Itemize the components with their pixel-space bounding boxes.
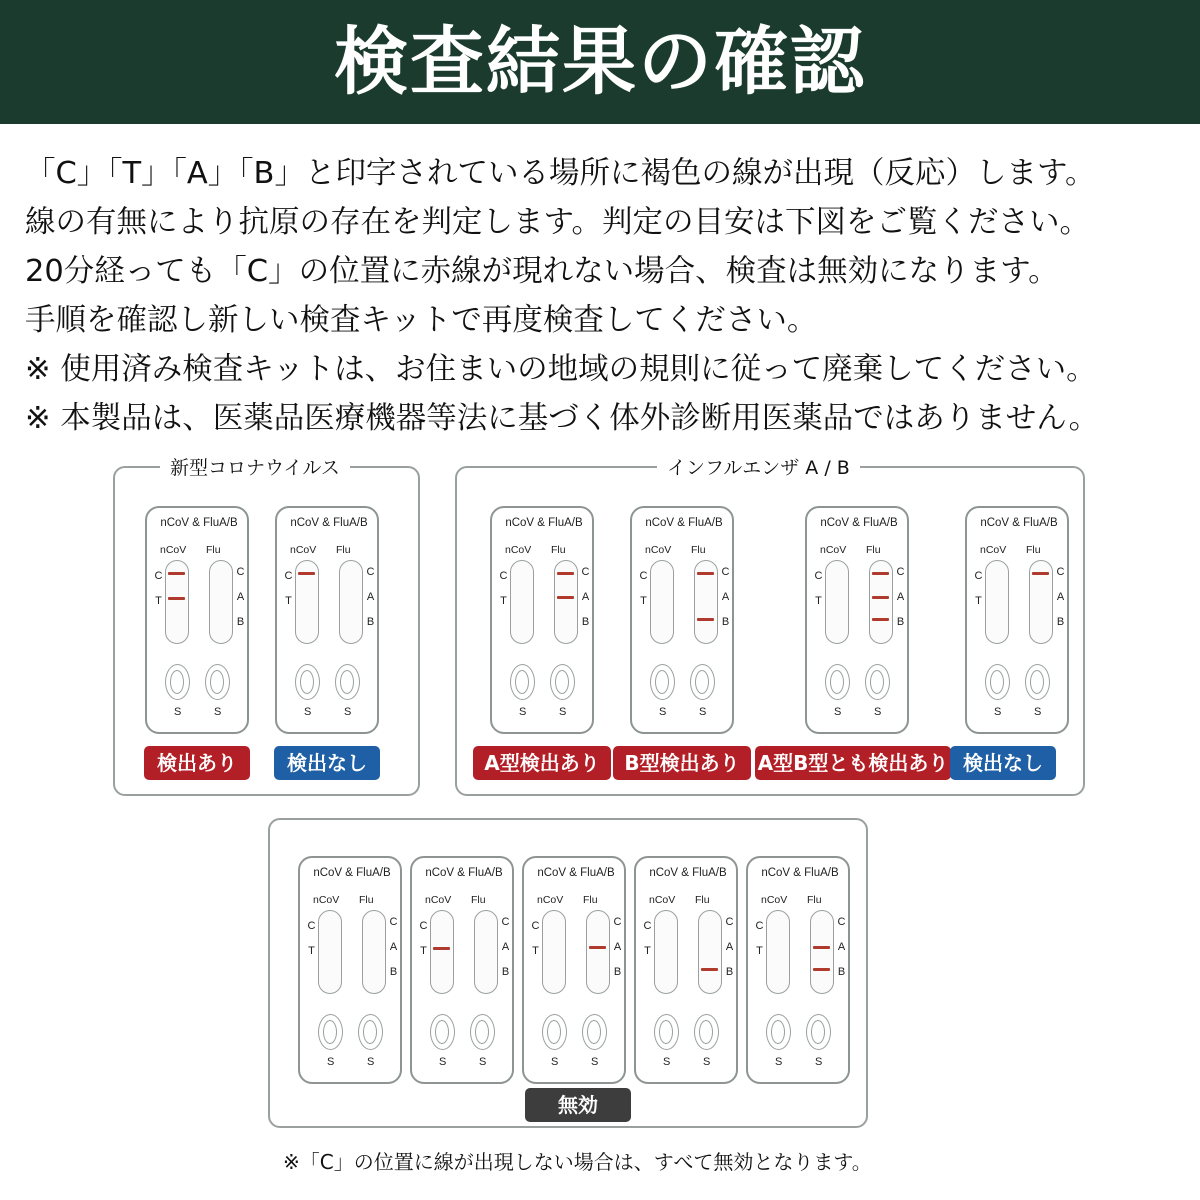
line-t-ncov	[433, 947, 450, 950]
line-b-flu	[872, 618, 889, 621]
window-label-flu: Flu	[359, 894, 374, 906]
line-a-flu	[557, 596, 574, 599]
window-label-flu: Flu	[695, 894, 710, 906]
cassette-covid-negative	[275, 506, 379, 734]
letters-ct: C T	[531, 920, 540, 957]
result-window-ncov	[510, 560, 534, 644]
sample-well-2-inner	[695, 670, 709, 694]
sample-well-1-inner	[515, 670, 529, 694]
window-label-flu: Flu	[691, 544, 706, 556]
cassette-invalid-5	[746, 856, 850, 1084]
letters-cab: C A B	[837, 916, 846, 978]
panel-flu-label: インフルエンザ A / B	[657, 453, 860, 480]
letters-cab: C A B	[721, 566, 730, 628]
badge-flu-a-positive: A型検出あり	[473, 746, 611, 780]
cassette-invalid-4	[634, 856, 738, 1084]
badge-flu-b-positive: B型検出あり	[613, 746, 751, 780]
result-window-ncov	[542, 910, 566, 994]
cassette-invalid-3	[522, 856, 626, 1084]
sample-well-1-inner	[990, 670, 1004, 694]
sample-label-1: S	[519, 706, 527, 718]
window-label-ncov: nCoV	[425, 894, 452, 906]
result-window-flu	[810, 910, 834, 994]
result-window-flu	[586, 910, 610, 994]
window-label-ncov: nCoV	[649, 894, 676, 906]
sample-well-1-inner	[655, 670, 669, 694]
panel-covid-label: 新型コロナウイルス	[160, 453, 350, 480]
result-window-flu	[362, 910, 386, 994]
letters-cab: C A B	[501, 916, 510, 978]
sample-label-2: S	[479, 1056, 487, 1068]
result-window-ncov	[650, 560, 674, 644]
sample-well-1-inner	[830, 670, 844, 694]
result-window-ncov	[766, 910, 790, 994]
line-t-ncov	[168, 597, 185, 600]
intro-line-5: ※ 使用済み検査キットは、お住まいの地域の規則に従って廃棄してください。	[25, 352, 1097, 387]
sample-well-2-inner	[811, 1020, 825, 1044]
badge-covid-positive: 検出あり	[144, 746, 250, 780]
sample-label-1: S	[439, 1056, 447, 1068]
letters-ct: C T	[755, 920, 764, 957]
letters-ct: C T	[284, 570, 293, 607]
letters-ct: C T	[419, 920, 428, 957]
line-c-ncov	[298, 572, 315, 575]
cassette-title: nCoV & FluA/B	[505, 517, 583, 529]
result-window-ncov	[825, 560, 849, 644]
intro-line-2: 線の有無により抗原の存在を判定します。判定の目安は下図をご覧ください。	[25, 205, 1091, 240]
result-window-flu	[698, 910, 722, 994]
line-c-flu	[1032, 572, 1049, 575]
sample-well-2-inner	[870, 670, 884, 694]
sample-label-1: S	[304, 706, 312, 718]
letters-cab: C A B	[366, 566, 375, 628]
sample-well-2-inner	[340, 670, 354, 694]
line-b-flu	[701, 968, 718, 971]
letters-cab: C A B	[581, 566, 590, 628]
sample-label-2: S	[703, 1056, 711, 1068]
sample-well-2-inner	[587, 1020, 601, 1044]
badge-flu-negative: 検出なし	[950, 746, 1056, 780]
sample-well-1-inner	[659, 1020, 673, 1044]
window-label-flu: Flu	[336, 544, 351, 556]
window-label-flu: Flu	[551, 544, 566, 556]
window-label-ncov: nCoV	[645, 544, 672, 556]
page-header	[0, 0, 1200, 124]
line-c-flu	[557, 572, 574, 575]
letters-ct: C T	[154, 570, 163, 607]
letters-ct: C T	[974, 570, 983, 607]
result-window-flu	[474, 910, 498, 994]
window-label-ncov: nCoV	[290, 544, 317, 556]
sample-label-2: S	[591, 1056, 599, 1068]
sample-well-1-inner	[771, 1020, 785, 1044]
sample-well-1-inner	[300, 670, 314, 694]
sample-label-2: S	[815, 1056, 823, 1068]
intro-line-3: 20分経っても「C」の位置に赤線が現れない場合、検査は無効になります。	[25, 254, 1059, 289]
line-a-flu	[589, 946, 606, 949]
sample-well-2-inner	[475, 1020, 489, 1044]
sample-well-2-inner	[363, 1020, 377, 1044]
cassette-flu-b-positive	[630, 506, 734, 734]
sample-well-2-inner	[210, 670, 224, 694]
letters-cab: C A B	[613, 916, 622, 978]
badge-invalid: 無効	[525, 1088, 631, 1122]
cassette-title: nCoV & FluA/B	[313, 867, 391, 879]
line-b-flu	[813, 968, 830, 971]
cassette-flu-ab-positive	[805, 506, 909, 734]
sample-label-2: S	[1034, 706, 1042, 718]
letters-ct: C T	[643, 920, 652, 957]
letters-ct: C T	[307, 920, 316, 957]
result-window-ncov	[985, 560, 1009, 644]
cassette-title: nCoV & FluA/B	[160, 517, 238, 529]
cassette-title: nCoV & FluA/B	[980, 517, 1058, 529]
sample-label-1: S	[663, 1056, 671, 1068]
result-window-ncov	[318, 910, 342, 994]
sample-label-2: S	[367, 1056, 375, 1068]
sample-well-1-inner	[323, 1020, 337, 1044]
result-window-flu	[209, 560, 233, 644]
window-label-ncov: nCoV	[313, 894, 340, 906]
sample-well-2-inner	[555, 670, 569, 694]
cassette-invalid-1	[298, 856, 402, 1084]
page-title: 検査結果の確認	[334, 19, 866, 105]
badge-flu-ab-positive: A型B型とも検出あり	[755, 746, 951, 780]
result-window-ncov	[430, 910, 454, 994]
sample-label-1: S	[327, 1056, 335, 1068]
cassette-flu-negative	[965, 506, 1069, 734]
window-label-ncov: nCoV	[980, 544, 1007, 556]
window-label-ncov: nCoV	[537, 894, 564, 906]
window-label-ncov: nCoV	[505, 544, 532, 556]
window-label-flu: Flu	[471, 894, 486, 906]
sample-well-1-inner	[170, 670, 184, 694]
window-label-flu: Flu	[206, 544, 221, 556]
window-label-flu: Flu	[807, 894, 822, 906]
cassette-title: nCoV & FluA/B	[761, 867, 839, 879]
cassette-title: nCoV & FluA/B	[649, 867, 727, 879]
letters-ct: C T	[499, 570, 508, 607]
invalid-note: ※「C」の位置に線が出現しない場合は、すべて無効となります。	[283, 1150, 872, 1174]
intro-line-6: ※ 本製品は、医薬品医療機器等法に基づく体外診断用医薬品ではありません。	[25, 401, 1100, 436]
line-c-ncov	[168, 572, 185, 575]
cassette-title: nCoV & FluA/B	[425, 867, 503, 879]
line-a-flu	[813, 946, 830, 949]
intro-line-1: 「C」「T」「A」「B」と印字されている場所に褐色の線が出現（反応）します。	[25, 156, 1096, 191]
cassette-invalid-2	[410, 856, 514, 1084]
cassette-title: nCoV & FluA/B	[537, 867, 615, 879]
window-label-flu: Flu	[866, 544, 881, 556]
cassette-title: nCoV & FluA/B	[645, 517, 723, 529]
cassette-covid-positive	[145, 506, 249, 734]
letters-cab: C A B	[896, 566, 905, 628]
sample-label-1: S	[994, 706, 1002, 718]
sample-label-1: S	[551, 1056, 559, 1068]
line-c-flu	[697, 572, 714, 575]
sample-label-1: S	[659, 706, 667, 718]
sample-label-2: S	[344, 706, 352, 718]
letters-ct: C T	[814, 570, 823, 607]
sample-well-2-inner	[699, 1020, 713, 1044]
intro-line-4: 手順を確認し新しい検査キットで再度検査してください。	[25, 303, 818, 338]
sample-label-1: S	[174, 706, 182, 718]
cassette-flu-a-positive	[490, 506, 594, 734]
sample-well-1-inner	[435, 1020, 449, 1044]
letters-ct: C T	[639, 570, 648, 607]
window-label-ncov: nCoV	[160, 544, 187, 556]
sample-label-2: S	[214, 706, 222, 718]
letters-cab: C A B	[1056, 566, 1065, 628]
window-label-ncov: nCoV	[820, 544, 847, 556]
result-window-ncov	[654, 910, 678, 994]
sample-label-2: S	[699, 706, 707, 718]
window-label-flu: Flu	[1026, 544, 1041, 556]
line-c-flu	[872, 572, 889, 575]
sample-label-1: S	[834, 706, 842, 718]
letters-cab: C A B	[725, 916, 734, 978]
sample-label-2: S	[559, 706, 567, 718]
sample-well-2-inner	[1030, 670, 1044, 694]
line-b-flu	[697, 618, 714, 621]
sample-label-1: S	[775, 1056, 783, 1068]
letters-cab: C A B	[236, 566, 245, 628]
badge-covid-negative: 検出なし	[274, 746, 380, 780]
cassette-title: nCoV & FluA/B	[820, 517, 898, 529]
sample-well-1-inner	[547, 1020, 561, 1044]
cassette-title: nCoV & FluA/B	[290, 517, 368, 529]
line-a-flu	[872, 596, 889, 599]
sample-label-2: S	[874, 706, 882, 718]
letters-cab: C A B	[389, 916, 398, 978]
intro-text	[25, 152, 1180, 446]
result-window-flu	[339, 560, 363, 644]
window-label-flu: Flu	[583, 894, 598, 906]
window-label-ncov: nCoV	[761, 894, 788, 906]
